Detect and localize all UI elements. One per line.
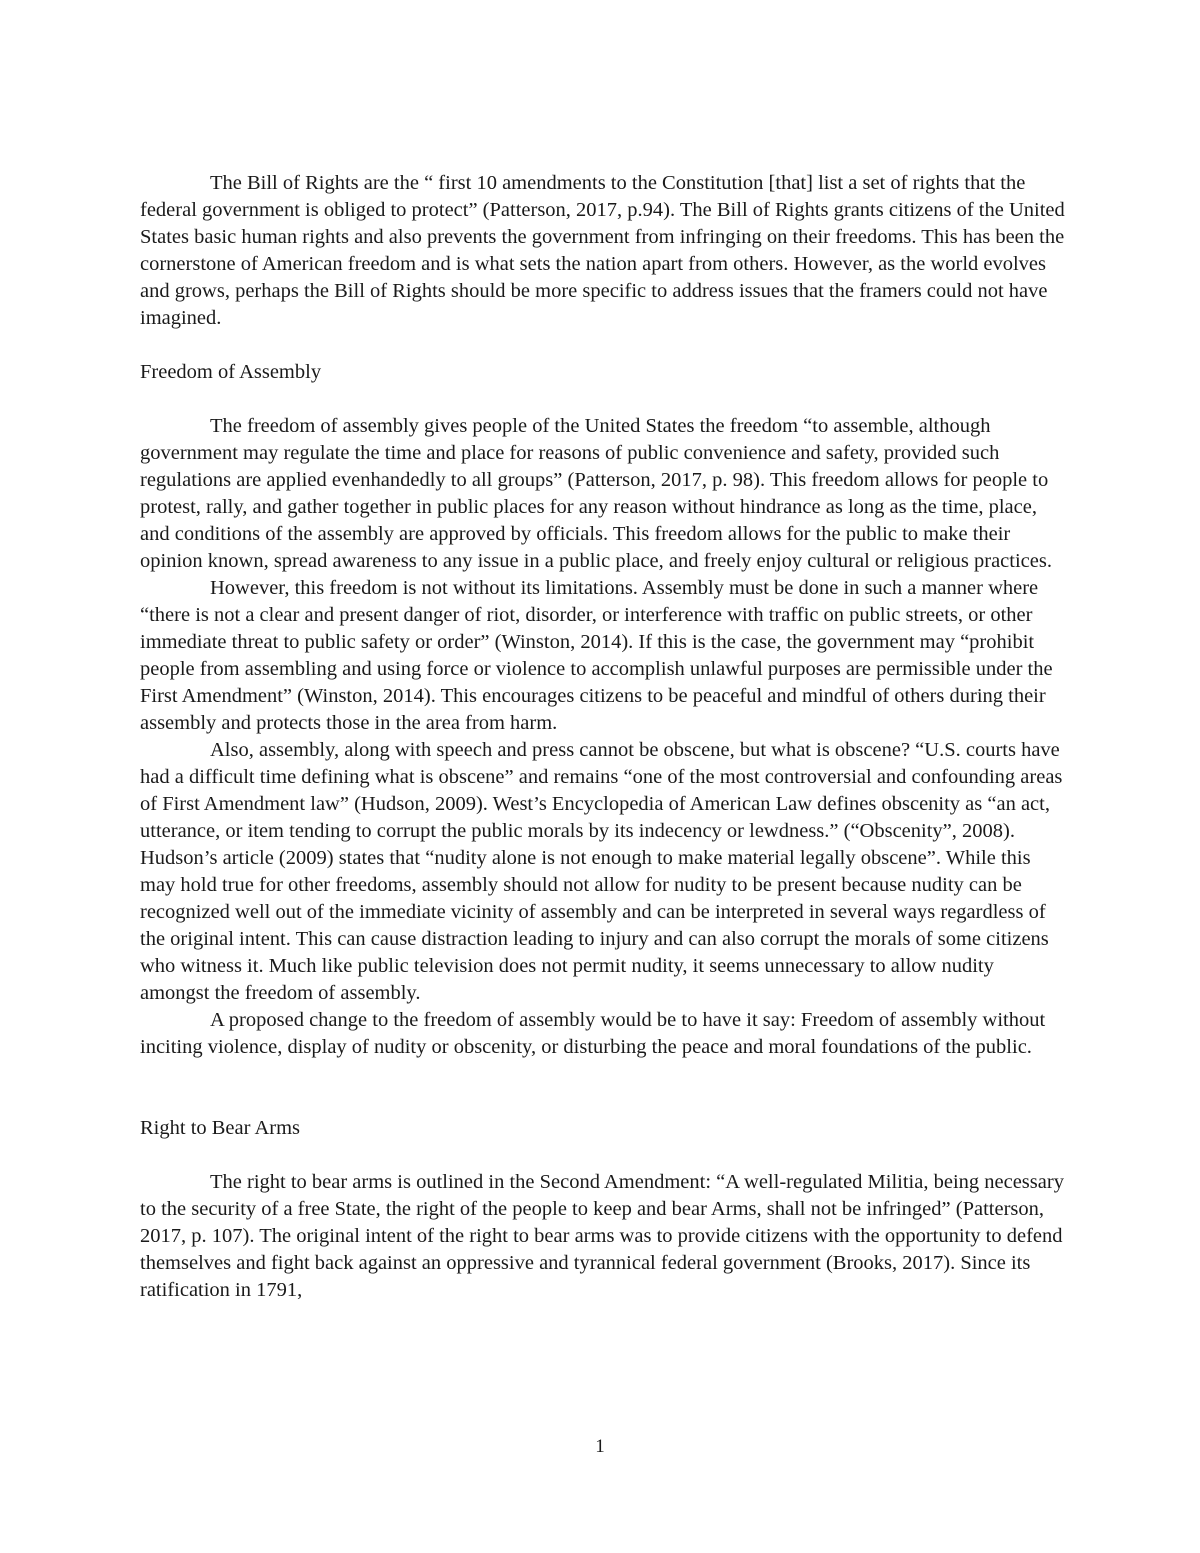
arms-paragraph-1: The right to bear arms is outlined in the Second Amendment: “A well-regulated Militia, being necessary to the security of a free State, the right of the people to keep and bear Arms, shall not be infringed” (Patterson, 2017, p. 107). The original intent of the right to bear arms was to provide citizens with the opportunity to defend themselves and fight back against an oppressive and tyrannical federal government (Brooks, 2017). Since its ratification in 1791,	[140, 1171, 1064, 1301]
document-body	[140, 170, 1065, 1304]
page-number: 1	[595, 1436, 605, 1457]
assembly-paragraph-3: Also, assembly, along with speech and press cannot be obscene, but what is obscene? “U.S. courts have had a difficult time defining what is obscene” and remains “one of the most controversial and confounding areas of First Amendment law” (Hudson, 2009). West’s Encyclopedia of American Law defines obscenity as “an act, utterance, or item tending to corrupt the public morals by its indecency or lewdness.” (“Obscenity”, 2008). Hudson’s article (2009) states that “nudity alone is not enough to make material legally obscene”. While this may hold true for other freedoms, assembly should not allow for nudity to be present because nudity can be recognized well out of the immediate vicinity of assembly and can be interpreted in several ways regardless of the original intent. This can cause distraction leading to injury and can also corrupt the morals of some citizens who witness it. Much like public television does not permit nudity, it seems unnecessary to allow nudity amongst the freedom of assembly.	[140, 739, 1063, 1004]
spacer	[140, 1142, 1065, 1169]
spacer	[140, 332, 1065, 359]
section-heading-freedom-of-assembly: Freedom of Assembly	[140, 361, 322, 383]
intro-paragraph: The Bill of Rights are the “ first 10 amendments to the Constitution [that] list a set of rights that the federal government is obliged to protect” (Patterson, 2017, p.94). The Bill of Rights grants citizens of the United States basic human rights and also prevents the government from infringing on their freedoms. This has been the cornerstone of American freedom and is what sets the nation apart from others. However, as the world evolves and grows, perhaps the Bill of Rights should be more specific to address issues that the framers could not have imagined.	[140, 172, 1065, 329]
assembly-paragraph-1: The freedom of assembly gives people of the United States the freedom “to assemble, although government may regulate the time and place for reasons of public convenience and safety, provided such regulations are applied evenhandedly to all groups” (Patterson, 2017, p. 98). This freedom allows for people to protest, rally, and gather together in public places for any reason without hindrance as long as the time, place, and conditions of the assembly are approved by officials. This freedom allows for the public to make their opinion known, spread awareness to any issue in a public place, and freely enjoy cultural or religious practices.	[140, 415, 1052, 572]
spacer	[140, 1061, 1065, 1115]
section-heading-right-to-bear-arms: Right to Bear Arms	[140, 1117, 301, 1139]
assembly-paragraph-4: A proposed change to the freedom of assembly would be to have it say: Freedom of assembly without inciting violence, display of nudity or obscenity, or disturbing the peace and moral foundations of the public.	[140, 1009, 1046, 1058]
spacer	[140, 386, 1065, 413]
assembly-paragraph-2: However, this freedom is not without its limitations. Assembly must be done in such a manner where “there is not a clear and present danger of riot, disorder, or interference with traffic on public streets, or other immediate threat to public safety or order” (Winston, 2014). If this is the case, the government may “prohibit people from assembling and using force or violence to accomplish unlawful purposes are permissible under the First Amendment” (Winston, 2014). This encourages citizens to be peaceful and mindful of others during their assembly and protects those in the area from harm.	[140, 577, 1053, 734]
